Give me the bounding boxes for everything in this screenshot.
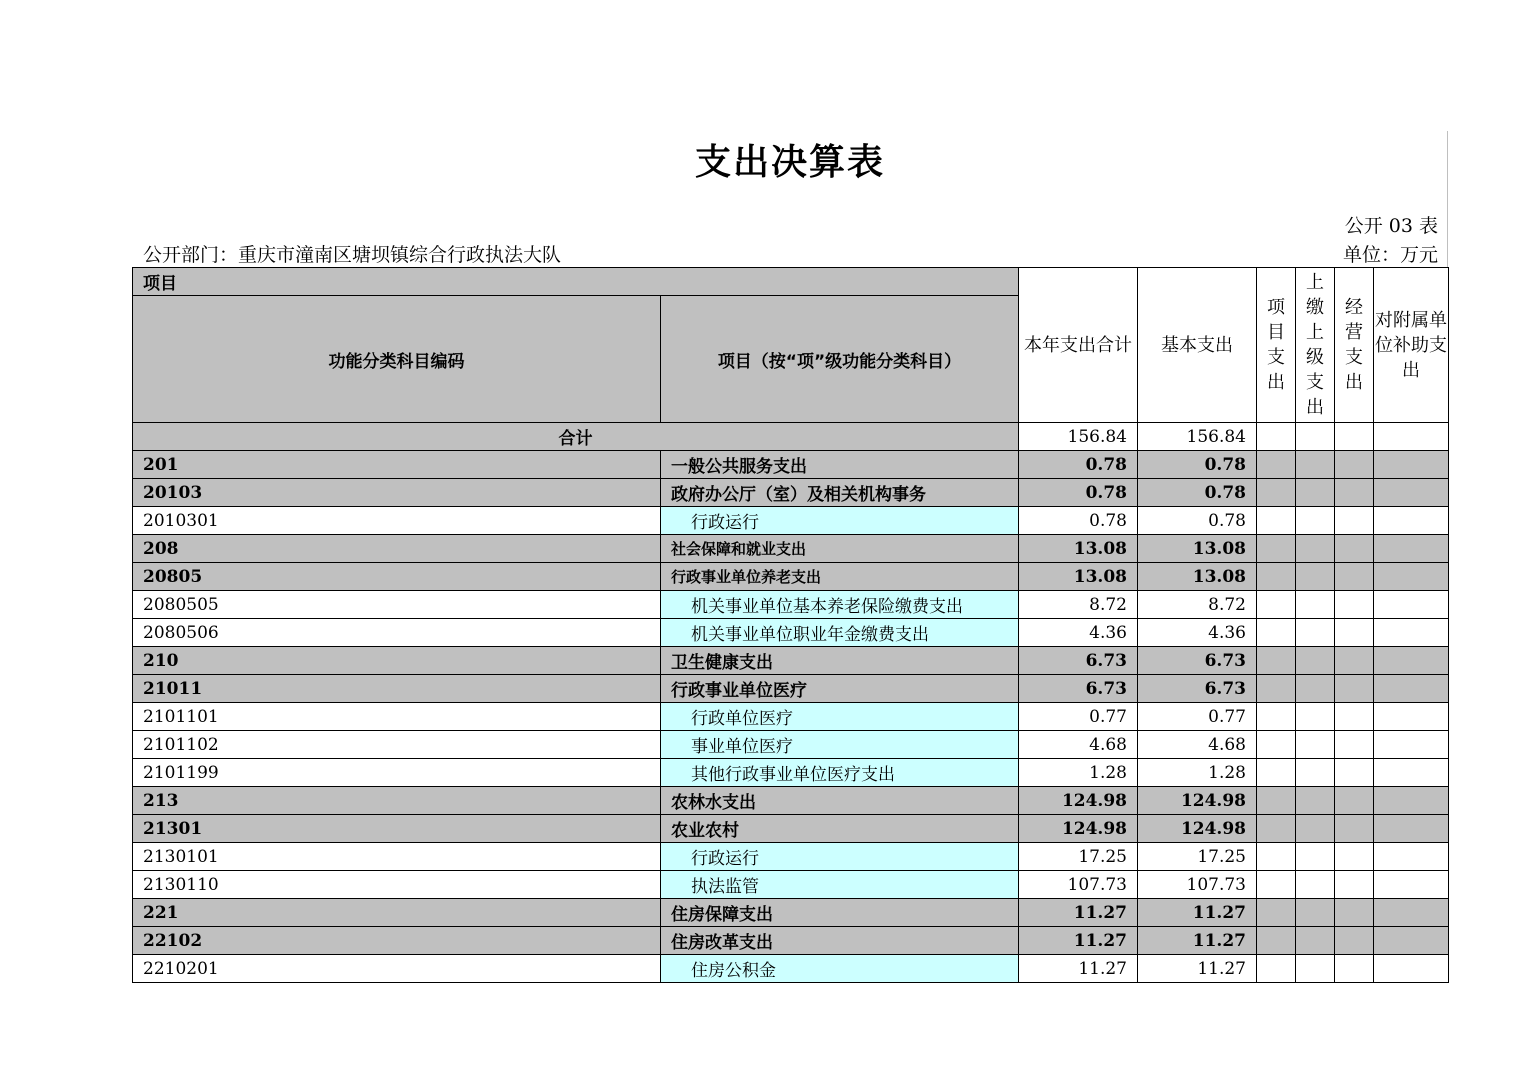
row-code: 21011 (133, 675, 661, 703)
row-code: 201 (133, 451, 661, 479)
empty-cell (1257, 507, 1296, 535)
row-code: 21301 (133, 815, 661, 843)
row-code: 2080506 (133, 619, 661, 647)
unit-label: 单位：万元 (1342, 244, 1438, 266)
empty-cell (1374, 451, 1449, 479)
table-row (133, 535, 1449, 563)
row-name: 农业农村 (661, 815, 1019, 843)
empty-cell (1257, 647, 1296, 675)
empty-cell (1374, 899, 1449, 927)
row-total: 4.36 (1019, 619, 1138, 647)
header-code: 功能分类科目编码 (133, 296, 661, 423)
empty-cell (1335, 787, 1374, 815)
total-basic: 156.84 (1138, 423, 1257, 451)
table-row (133, 647, 1449, 675)
empty-cell (1374, 647, 1449, 675)
row-total: 0.78 (1019, 451, 1138, 479)
total-amount: 156.84 (1019, 423, 1138, 451)
table-row (133, 507, 1449, 535)
empty-cell (1335, 451, 1374, 479)
empty-cell (1296, 759, 1335, 787)
empty-cell (1257, 759, 1296, 787)
row-basic: 124.98 (1138, 815, 1257, 843)
empty-cell (1374, 731, 1449, 759)
empty-cell (1296, 591, 1335, 619)
row-name: 农林水支出 (661, 787, 1019, 815)
row-basic: 0.78 (1138, 479, 1257, 507)
row-basic: 4.36 (1138, 619, 1257, 647)
header-basic: 基本支出 (1138, 268, 1257, 423)
empty-cell (1257, 619, 1296, 647)
form-number: 公开 03 表 (1344, 215, 1438, 237)
row-code: 2010301 (133, 507, 661, 535)
empty-cell (1374, 843, 1449, 871)
empty-cell (1296, 843, 1335, 871)
row-code: 2210201 (133, 955, 661, 983)
empty-cell (1374, 591, 1449, 619)
empty-cell (1335, 507, 1374, 535)
row-total: 11.27 (1019, 955, 1138, 983)
empty-cell (1296, 535, 1335, 563)
row-code: 2130110 (133, 871, 661, 899)
empty-cell (1335, 619, 1374, 647)
department-label: 公开部门：重庆市潼南区塘坝镇综合行政执法大队 (143, 244, 562, 266)
empty-cell (1257, 871, 1296, 899)
row-total: 13.08 (1019, 563, 1138, 591)
empty-cell (1374, 871, 1449, 899)
empty-cell (1335, 731, 1374, 759)
header-total (1019, 268, 1138, 423)
empty-cell (1335, 535, 1374, 563)
empty-cell (1257, 563, 1296, 591)
empty-cell (1374, 535, 1449, 563)
empty-cell (1296, 703, 1335, 731)
table-row (133, 899, 1449, 927)
row-name: 行政运行 (661, 843, 1019, 871)
empty-cell (1374, 619, 1449, 647)
empty-cell (1257, 731, 1296, 759)
row-name: 住房改革支出 (661, 927, 1019, 955)
row-basic: 8.72 (1138, 591, 1257, 619)
row-basic: 13.08 (1138, 563, 1257, 591)
row-basic: 11.27 (1138, 927, 1257, 955)
empty-cell (1257, 535, 1296, 563)
header-project-expenditure: 项目支出 (1257, 268, 1296, 423)
row-name: 卫生健康支出 (661, 647, 1019, 675)
row-name: 执法监管 (661, 871, 1019, 899)
row-name: 一般公共服务支出 (661, 451, 1019, 479)
table-row (133, 843, 1449, 871)
total-label: 合计 (133, 423, 1019, 451)
empty-cell (1374, 479, 1449, 507)
row-basic: 6.73 (1138, 675, 1257, 703)
empty-cell (1335, 843, 1374, 871)
page-title: 支出决算表 (694, 142, 885, 183)
total-row (133, 423, 1449, 451)
empty-cell (1296, 479, 1335, 507)
table-row (133, 563, 1449, 591)
row-name: 住房公积金 (661, 955, 1019, 983)
row-name: 其他行政事业单位医疗支出 (661, 759, 1019, 787)
header-total-text: 本年支出合计 (1024, 334, 1132, 356)
empty-cell (1296, 451, 1335, 479)
table-row (133, 927, 1449, 955)
empty-cell (1296, 955, 1335, 983)
empty-cell (1374, 675, 1449, 703)
empty-cell (1257, 423, 1296, 451)
row-code: 2101199 (133, 759, 661, 787)
empty-cell (1335, 423, 1374, 451)
empty-cell (1335, 591, 1374, 619)
header-business-expenditure: 经营支出 (1335, 268, 1374, 423)
empty-cell (1296, 647, 1335, 675)
empty-cell (1374, 759, 1449, 787)
row-basic: 1.28 (1138, 759, 1257, 787)
table-row (133, 703, 1449, 731)
table-row (133, 787, 1449, 815)
row-name: 机关事业单位职业年金缴费支出 (661, 619, 1019, 647)
empty-cell (1335, 815, 1374, 843)
empty-cell (1335, 955, 1374, 983)
row-total: 4.68 (1019, 731, 1138, 759)
empty-cell (1335, 927, 1374, 955)
empty-cell (1257, 815, 1296, 843)
row-basic: 17.25 (1138, 843, 1257, 871)
row-code: 221 (133, 899, 661, 927)
empty-cell (1335, 759, 1374, 787)
row-code: 208 (133, 535, 661, 563)
row-code: 22102 (133, 927, 661, 955)
empty-cell (1335, 675, 1374, 703)
table-row (133, 871, 1449, 899)
empty-cell (1374, 787, 1449, 815)
row-basic: 124.98 (1138, 787, 1257, 815)
empty-cell (1296, 731, 1335, 759)
row-total: 8.72 (1019, 591, 1138, 619)
row-basic: 13.08 (1138, 535, 1257, 563)
row-total: 1.28 (1019, 759, 1138, 787)
empty-cell (1374, 927, 1449, 955)
empty-cell (1296, 927, 1335, 955)
row-total: 0.78 (1019, 479, 1138, 507)
empty-cell (1296, 899, 1335, 927)
row-basic: 11.27 (1138, 899, 1257, 927)
table-row (133, 479, 1449, 507)
row-basic: 107.73 (1138, 871, 1257, 899)
row-code: 2101101 (133, 703, 661, 731)
empty-cell (1257, 675, 1296, 703)
empty-cell (1257, 899, 1296, 927)
empty-cell (1374, 815, 1449, 843)
row-total: 0.78 (1019, 507, 1138, 535)
row-name: 社会保障和就业支出 (661, 535, 1019, 563)
row-code: 2101102 (133, 731, 661, 759)
table-row (133, 675, 1449, 703)
header-row-1 (133, 268, 1449, 296)
row-total: 6.73 (1019, 647, 1138, 675)
empty-cell (1335, 703, 1374, 731)
header-project: 项目 (133, 268, 1019, 296)
row-total: 11.27 (1019, 927, 1138, 955)
empty-cell (1335, 899, 1374, 927)
row-code: 20103 (133, 479, 661, 507)
header-upper-remittance: 上缴上级支出 (1296, 268, 1335, 423)
row-total: 124.98 (1019, 815, 1138, 843)
table-row (133, 591, 1449, 619)
empty-cell (1257, 451, 1296, 479)
header-subsidy: 对附属单位补助支出 (1374, 268, 1449, 423)
empty-cell (1257, 787, 1296, 815)
row-basic: 4.68 (1138, 731, 1257, 759)
empty-cell (1374, 563, 1449, 591)
empty-cell (1374, 423, 1449, 451)
expenditure-table (132, 267, 1449, 983)
row-total: 6.73 (1019, 675, 1138, 703)
row-total: 107.73 (1019, 871, 1138, 899)
row-name: 行政运行 (661, 507, 1019, 535)
row-total: 17.25 (1019, 843, 1138, 871)
row-name: 行政事业单位医疗 (661, 675, 1019, 703)
table-row (133, 815, 1449, 843)
row-code: 210 (133, 647, 661, 675)
row-name: 行政事业单位养老支出 (661, 563, 1019, 591)
row-basic: 6.73 (1138, 647, 1257, 675)
row-code: 20805 (133, 563, 661, 591)
empty-cell (1374, 955, 1449, 983)
table-body (133, 268, 1449, 983)
empty-cell (1335, 479, 1374, 507)
row-name: 住房保障支出 (661, 899, 1019, 927)
empty-cell (1296, 787, 1335, 815)
row-total: 124.98 (1019, 787, 1138, 815)
empty-cell (1257, 927, 1296, 955)
row-basic: 11.27 (1138, 955, 1257, 983)
row-code: 2130101 (133, 843, 661, 871)
empty-cell (1296, 563, 1335, 591)
empty-cell (1296, 675, 1335, 703)
table-row (133, 619, 1449, 647)
empty-cell (1335, 871, 1374, 899)
empty-cell (1257, 591, 1296, 619)
empty-cell (1296, 423, 1335, 451)
row-name: 事业单位医疗 (661, 731, 1019, 759)
empty-cell (1257, 479, 1296, 507)
row-basic: 0.77 (1138, 703, 1257, 731)
empty-cell (1335, 647, 1374, 675)
row-total: 11.27 (1019, 899, 1138, 927)
row-name: 政府办公厅（室）及相关机构事务 (661, 479, 1019, 507)
row-total: 0.77 (1019, 703, 1138, 731)
empty-cell (1374, 507, 1449, 535)
row-name: 行政单位医疗 (661, 703, 1019, 731)
empty-cell (1257, 843, 1296, 871)
empty-cell (1296, 815, 1335, 843)
row-code: 2080505 (133, 591, 661, 619)
row-name: 机关事业单位基本养老保险缴费支出 (661, 591, 1019, 619)
table-row (133, 731, 1449, 759)
empty-cell (1296, 871, 1335, 899)
header-name: 项目（按“项”级功能分类科目） (661, 296, 1019, 423)
table-row (133, 759, 1449, 787)
row-basic: 0.78 (1138, 451, 1257, 479)
empty-cell (1257, 955, 1296, 983)
empty-cell (1374, 703, 1449, 731)
row-basic: 0.78 (1138, 507, 1257, 535)
empty-cell (1257, 703, 1296, 731)
empty-cell (1296, 619, 1335, 647)
row-total: 13.08 (1019, 535, 1138, 563)
empty-cell (1335, 563, 1374, 591)
table-row (133, 955, 1449, 983)
table-row (133, 451, 1449, 479)
row-code: 213 (133, 787, 661, 815)
empty-cell (1296, 507, 1335, 535)
